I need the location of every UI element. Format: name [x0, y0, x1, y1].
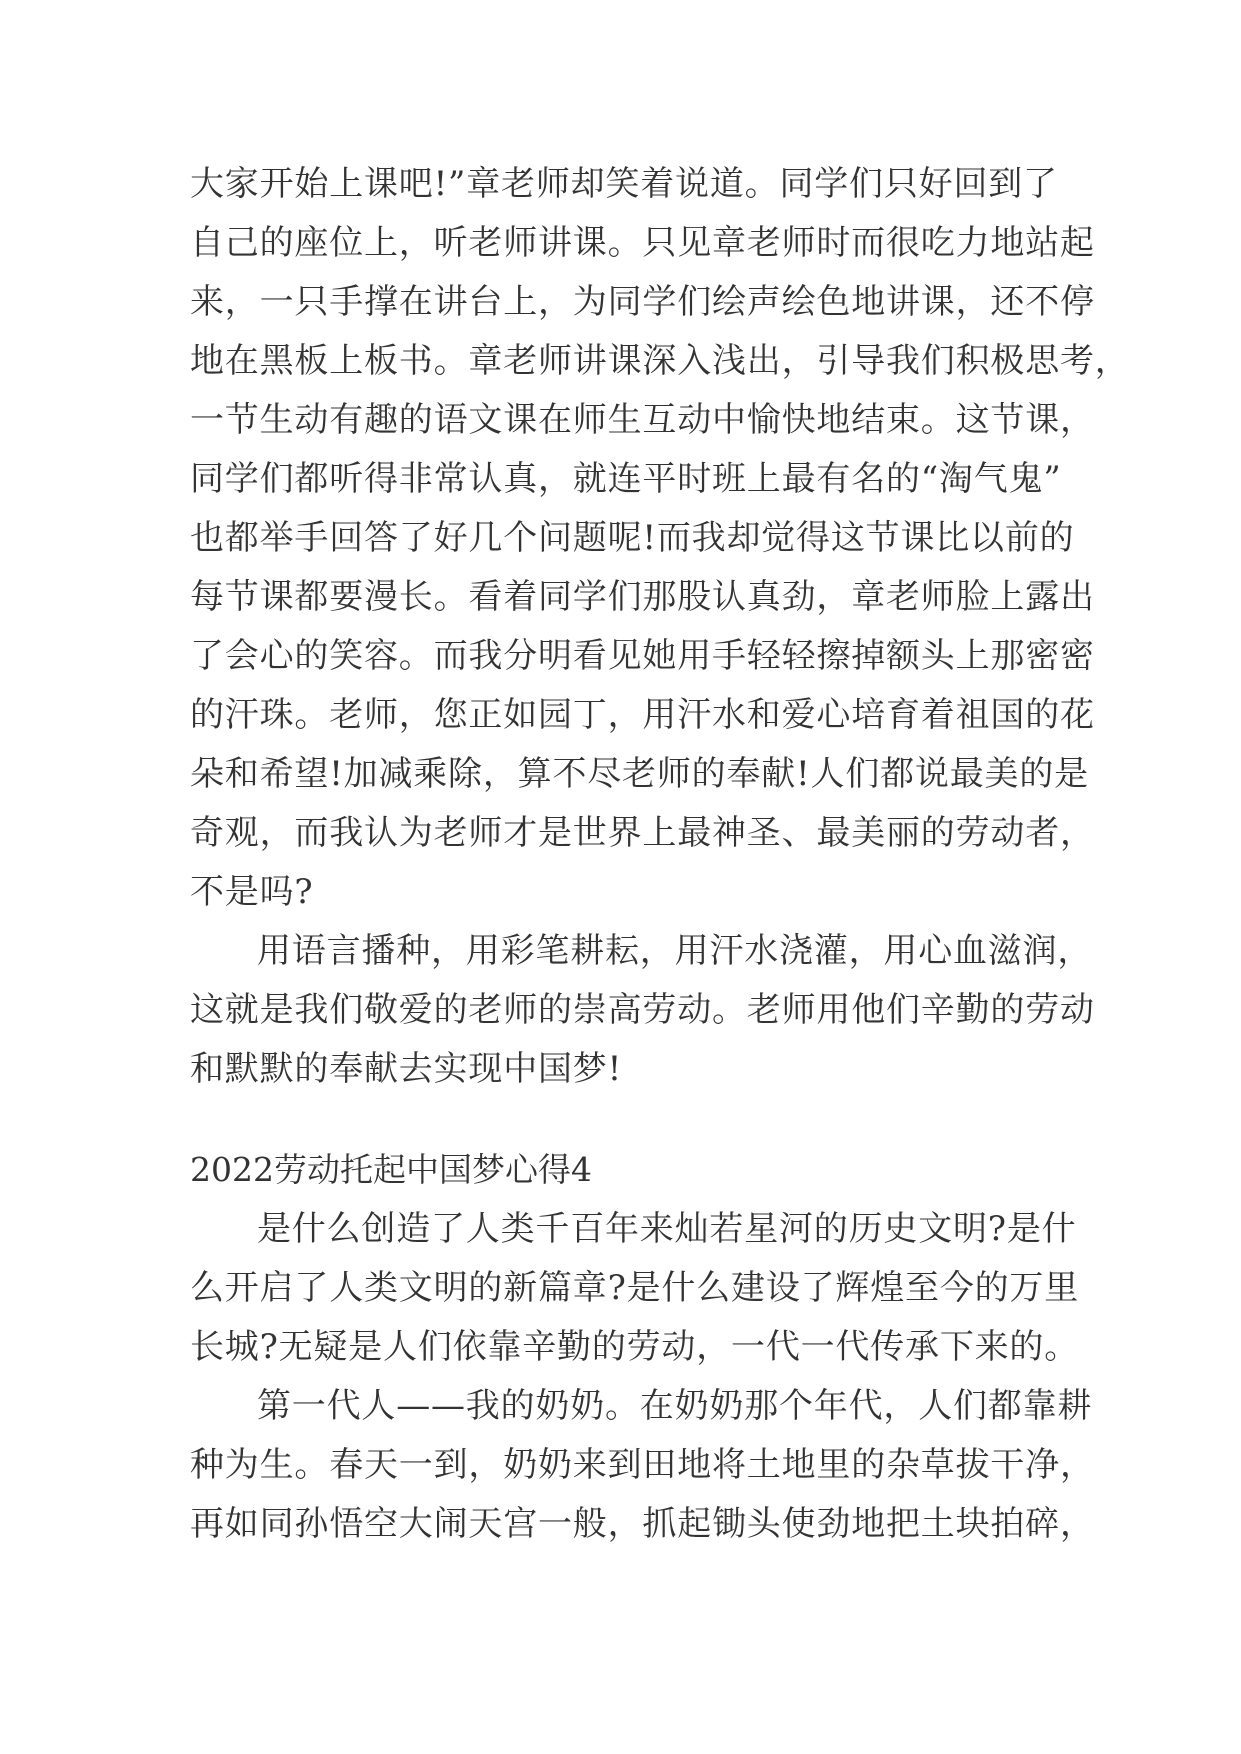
paragraph-line: 这就是我们敬爱的老师的崇高劳动。老师用他们辛勤的劳动 [190, 990, 1095, 1030]
paragraph-line: 奇观，而我认为老师才是世界上最神圣、最美丽的劳动者， [190, 813, 1095, 853]
paragraph-line: 了会心的笑容。而我分明看见她用手轻轻擦掉额头上那密密 [190, 636, 1095, 676]
paragraph-line: 也都举手回答了好几个问题呢!而我却觉得这节课比以前的 [190, 518, 1075, 558]
paragraph-line: 和默默的奉献去实现中国梦! [190, 1049, 623, 1089]
paragraph-line: 第一代人——我的奶奶。在奶奶那个年代，人们都靠耕 [257, 1386, 1093, 1426]
paragraph-line: 同学们都听得非常认真，就连平时班上最有名的“淘气鬼” [190, 459, 1062, 499]
paragraph-line: 么开启了人类文明的新篇章?是什么建设了辉煌至今的万里 [190, 1268, 1080, 1308]
paragraph-line: 用语言播种，用彩笔耕耘，用汗水浇灌，用心血滋润， [257, 931, 1093, 971]
paragraph-line: 的汗珠。老师，您正如园丁，用汗水和爱心培育着祖国的花 [190, 695, 1095, 735]
paragraph-line: 不是吗? [190, 872, 314, 912]
paragraph-line: 是什么创造了人类千百年来灿若星河的历史文明?是什 [257, 1209, 1077, 1249]
paragraph-line: 来，一只手撑在讲台上，为同学们绘声绘色地讲课，还不停 [190, 282, 1095, 322]
paragraph-line: 自己的座位上，听老师讲课。只见章老师时而很吃力地站起 [190, 223, 1095, 263]
section-title: 2022劳动托起中国梦心得4 [190, 1150, 592, 1189]
paragraph-line: 地在黑板上板书。章老师讲课深入浅出，引导我们积极思考， [190, 341, 1130, 381]
paragraph-line: 长城?无疑是人们依靠辛勤的劳动，一代一代传承下来的。 [190, 1327, 1080, 1367]
paragraph-line: 一节生动有趣的语文课在师生互动中愉快地结束。这节课， [190, 400, 1095, 440]
paragraph-line: 朵和希望!加减乘除，算不尽老师的奉献!人们都说最美的是 [190, 754, 1089, 794]
paragraph-line: 再如同孙悟空大闹天宫一般，抓起锄头使劲地把土块拍碎， [190, 1504, 1095, 1544]
paragraph-line: 每节课都要漫长。看着同学们那股认真劲，章老师脸上露出 [190, 577, 1095, 617]
paragraph-line: 大家开始上课吧!”章老师却笑着说道。同学们只好回到了 [190, 164, 1058, 204]
paragraph-line: 种为生。春天一到，奶奶来到田地将土地里的杂草拔干净， [190, 1445, 1095, 1485]
